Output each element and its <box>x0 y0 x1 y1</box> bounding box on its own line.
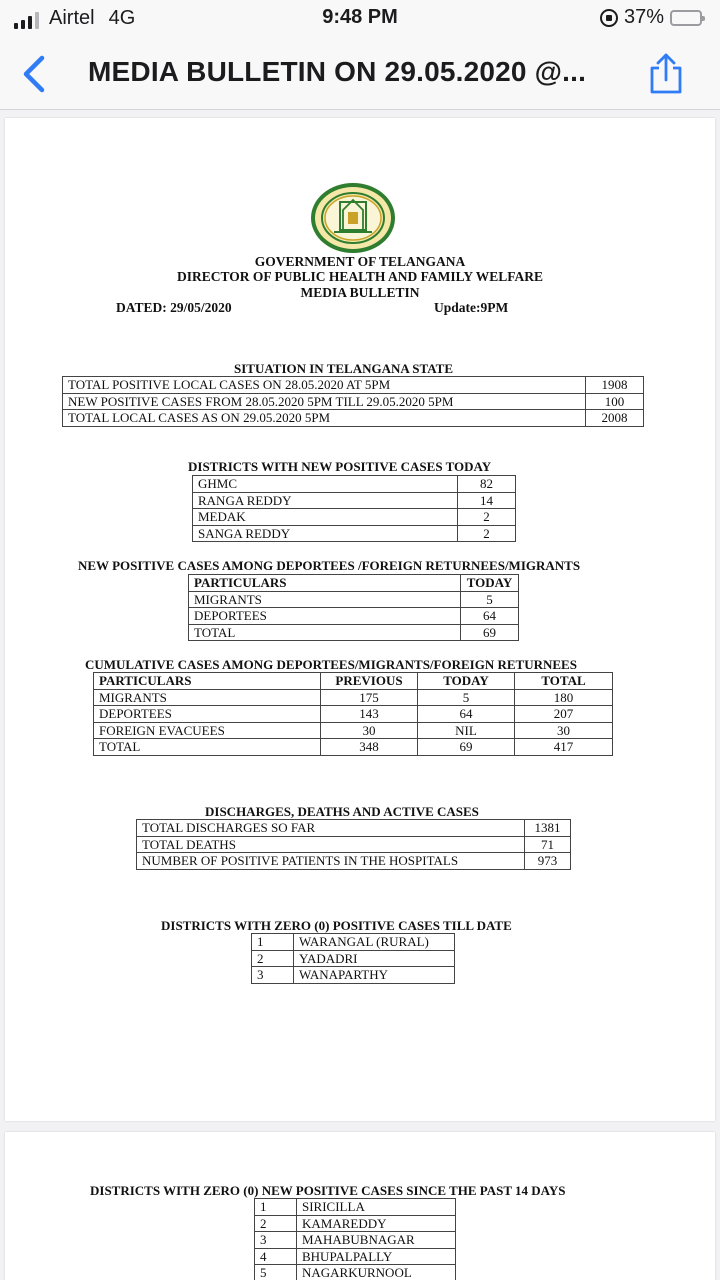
table-row: TOTAL DISCHARGES SO FAR 1381 <box>137 820 571 837</box>
table-row: MEDAK 2 <box>193 509 516 526</box>
telangana-emblem-icon <box>310 182 396 254</box>
table-row: NEW POSITIVE CASES FROM 28.05.2020 5PM TILL 29.05.2020 5PM 100 <box>63 393 644 410</box>
zero-14-days-table <box>254 1198 456 1280</box>
table-row: GHMC 82 <box>193 476 516 493</box>
cumulative-table <box>93 672 613 756</box>
header-department: DIRECTOR OF PUBLIC HEALTH AND FAMILY WELFARE <box>176 269 544 284</box>
districts-new-title: DISTRICTS WITH NEW POSITIVE CASES TODAY <box>188 459 492 474</box>
table-row: 1 WARANGAL (RURAL) <box>252 934 455 951</box>
share-icon[interactable] <box>648 52 684 96</box>
table-row: TOTAL 348 69 417 <box>94 739 613 756</box>
document-title: MEDIA BULLETIN ON 29.05.2020 @... <box>88 56 587 87</box>
table-row: 2 YADADRI <box>252 950 455 967</box>
deportees-new-title: NEW POSITIVE CASES AMONG DEPORTEES /FOREIGN RETURNEES/MIGRANTS <box>78 558 581 573</box>
document-page-1 <box>5 118 715 1121</box>
status-right <box>600 6 702 29</box>
situation-title: SITUATION IN TELANGANA STATE <box>234 361 454 376</box>
table-header-row: PARTICULARS PREVIOUS TODAY TOTAL <box>94 673 613 690</box>
table-row: RANGA REDDY 14 <box>193 492 516 509</box>
cumulative-title: CUMULATIVE CASES AMONG DEPORTEES/MIGRANTS/FOREIGN RETURNEES <box>85 657 577 672</box>
discharges-table <box>136 819 571 870</box>
header-update: Update:9PM <box>434 300 509 315</box>
table-row: DEPORTEES 64 <box>189 608 519 625</box>
header-dated: DATED: 29/05/2020 <box>116 300 232 315</box>
table-row: SANGA REDDY 2 <box>193 525 516 542</box>
table-row: TOTAL DEATHS 71 <box>137 836 571 853</box>
battery-percentage: 37% <box>623 6 664 28</box>
header-bulletin: MEDIA BULLETIN <box>300 285 420 300</box>
header-government: GOVERNMENT OF TELANGANA <box>254 254 466 269</box>
table-row: 4 BHUPALPALLY <box>255 1248 456 1265</box>
table-row: FOREIGN EVACUEES 30 NIL 30 <box>94 722 613 739</box>
table-row: TOTAL LOCAL CASES AS ON 29.05.2020 5PM 2008 <box>63 410 644 427</box>
table-row: 3 WANAPARTHY <box>252 967 455 984</box>
table-header-row: PARTICULARS TODAY <box>189 575 519 592</box>
carrier-name: Airtel <box>49 7 95 29</box>
status-bar <box>0 0 720 38</box>
table-row: DEPORTEES 143 64 207 <box>94 706 613 723</box>
discharges-title: DISCHARGES, DEATHS AND ACTIVE CASES <box>205 804 479 819</box>
zero-14-days-title: DISTRICTS WITH ZERO (0) NEW POSITIVE CASES SINCE THE PAST 14 DAYS <box>90 1183 566 1198</box>
table-row: MIGRANTS 5 <box>189 591 519 608</box>
network-type: 4G <box>108 7 136 29</box>
table-row: MIGRANTS 175 5 180 <box>94 689 613 706</box>
orientation-lock-icon <box>600 9 618 27</box>
table-row: 1 SIRICILLA <box>255 1199 456 1216</box>
deportees-new-table <box>188 574 519 641</box>
situation-table <box>62 376 644 427</box>
table-row: 5 NAGARKURNOOL <box>255 1265 456 1280</box>
document-page-2 <box>5 1132 715 1280</box>
battery-icon <box>670 10 702 26</box>
table-row: NUMBER OF POSITIVE PATIENTS IN THE HOSPITALS 973 <box>137 853 571 870</box>
zero-till-date-title: DISTRICTS WITH ZERO (0) POSITIVE CASES TILL DATE <box>161 918 512 933</box>
table-row: TOTAL POSITIVE LOCAL CASES ON 28.05.2020 AT 5PM 1908 <box>63 377 644 394</box>
table-row: TOTAL 69 <box>189 624 519 641</box>
zero-till-date-table <box>251 933 455 984</box>
districts-new-table <box>192 475 516 542</box>
back-chevron-icon[interactable] <box>18 54 50 94</box>
table-row: 2 KAMAREDDY <box>255 1215 456 1232</box>
navigation-bar <box>0 38 720 110</box>
table-row: 3 MAHABUBNAGAR <box>255 1232 456 1249</box>
status-time: 9:48 PM <box>322 6 398 28</box>
